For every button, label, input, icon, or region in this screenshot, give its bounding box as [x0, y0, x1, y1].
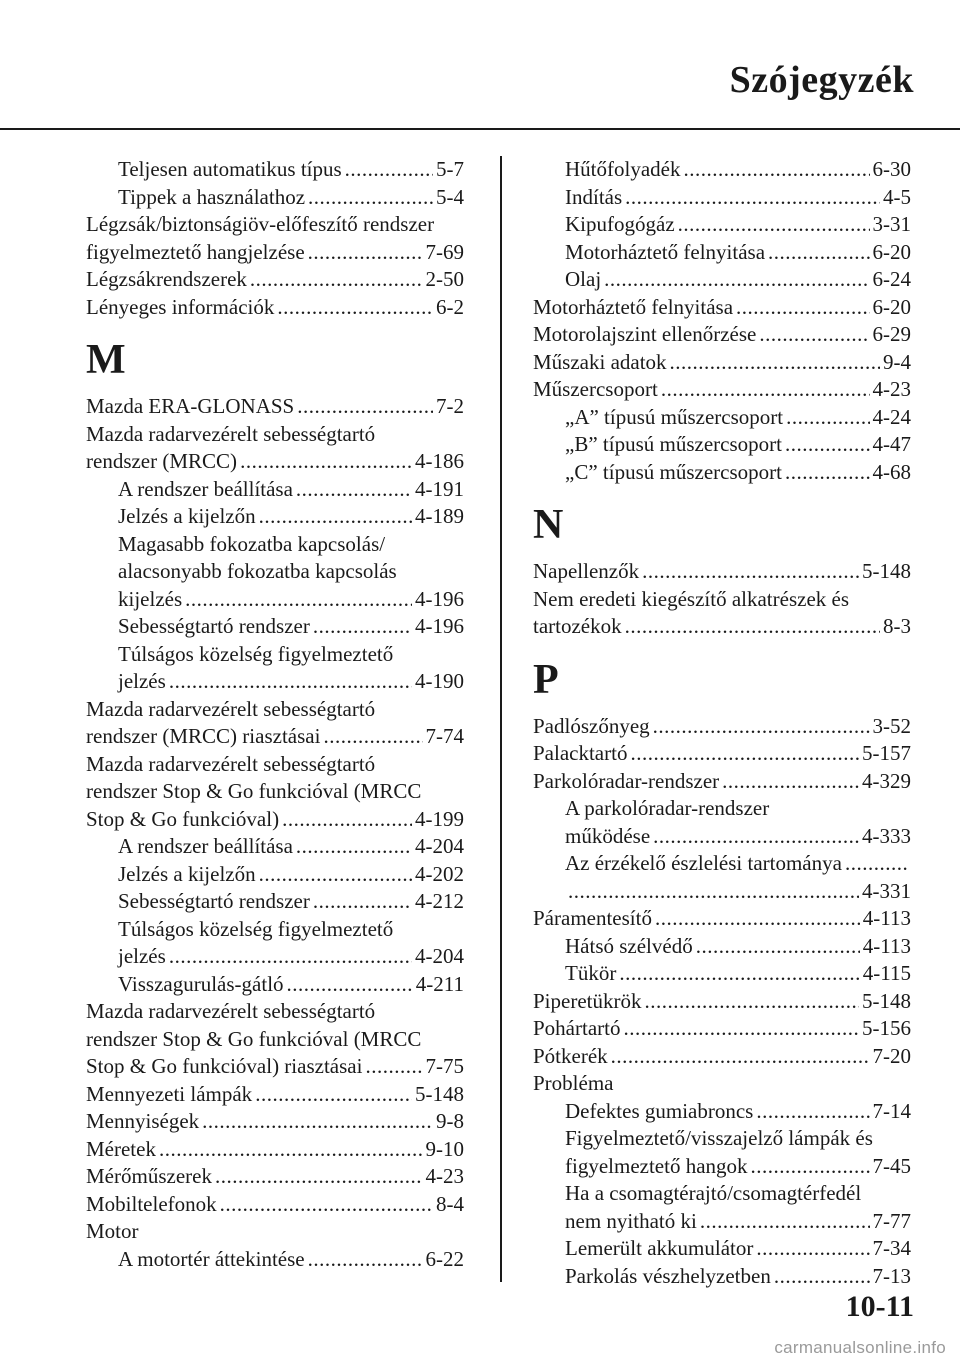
index-entry-term: figyelmeztető hangok — [565, 1153, 748, 1178]
index-section-letter: N — [533, 502, 564, 548]
index-entry-page: 7-75 — [425, 1054, 464, 1078]
index-entry — [86, 751, 464, 779]
index-entry-term: Páramentesítő — [533, 906, 652, 930]
index-entry — [86, 184, 464, 212]
index-entry-page: 7-77 — [872, 1208, 911, 1233]
index-entry-page: 2-50 — [425, 267, 464, 291]
index-entry — [533, 823, 911, 851]
index-entry-page: 4-113 — [862, 906, 911, 930]
index-entry — [533, 431, 911, 459]
dot-leader — [568, 878, 859, 906]
index-entry-term: A parkolóradar-rendszer — [565, 796, 770, 820]
index-entry-page: 7-14 — [872, 1098, 911, 1123]
dot-leader — [751, 1153, 870, 1181]
index-entry-term: rendszer Stop & Go funkcióval (MRCC — [86, 1026, 422, 1051]
index-entry-term: Padlószőnyeg — [533, 713, 650, 738]
index-entry-term: Indítás — [565, 184, 623, 209]
index-entry-page: 4-23 — [425, 1164, 464, 1188]
index-entry-page: 4-191 — [415, 476, 464, 501]
dot-leader — [630, 740, 859, 768]
index-entry — [86, 558, 464, 586]
dot-leader — [785, 431, 870, 459]
index-entry-page: 4-190 — [415, 669, 464, 693]
index-entry-term: Mennyiségek — [86, 1109, 200, 1133]
dot-leader — [700, 1208, 870, 1236]
index-entry — [86, 696, 464, 724]
index-entry-term: Műszercsoport — [533, 377, 658, 401]
dot-leader — [644, 988, 859, 1016]
dot-leader — [774, 1263, 870, 1291]
dot-leader — [313, 613, 412, 641]
index-entry — [86, 294, 464, 322]
index-entry-page: 5-148 — [862, 988, 911, 1013]
index-entry-page: 4-211 — [415, 971, 464, 996]
dot-leader — [282, 806, 412, 834]
index-entry-term: Jelzés a kijelzőn — [118, 504, 256, 528]
dot-leader — [768, 239, 869, 267]
index-entry-page: 6-30 — [872, 157, 911, 181]
index-entry — [533, 211, 911, 239]
index-entry — [533, 1098, 911, 1126]
index-section-letter: P — [533, 656, 559, 703]
index-entry — [533, 184, 911, 212]
index-entry — [86, 1246, 464, 1274]
index-entry — [533, 1235, 911, 1263]
dot-leader — [345, 156, 433, 184]
dot-leader — [297, 393, 433, 421]
dot-leader — [185, 586, 412, 614]
dot-leader — [678, 211, 870, 239]
index-entry-term: Mobiltelefonok — [86, 1191, 217, 1216]
index-entry-term: Mérőműszerek — [86, 1164, 212, 1188]
column-divider — [500, 156, 502, 1282]
dot-leader — [202, 1108, 433, 1136]
index-entry — [86, 971, 464, 999]
dot-leader — [250, 266, 423, 294]
dot-leader — [313, 888, 412, 916]
index-entry — [533, 1180, 911, 1208]
index-entry-page: 8-4 — [436, 1191, 464, 1216]
index-entry — [533, 1208, 911, 1236]
index-entry-term: Légzsákrendszerek — [86, 267, 247, 291]
dot-leader — [169, 668, 412, 696]
dot-leader — [240, 448, 412, 476]
index-entry — [533, 349, 911, 377]
page-number: 10-11 — [845, 1290, 914, 1323]
index-entry-page: 4-24 — [872, 404, 911, 429]
index-entry — [533, 613, 911, 641]
dot-leader — [642, 558, 859, 586]
index-entry-page: 9-4 — [883, 349, 911, 374]
index-entry — [86, 1108, 464, 1136]
index-entry-page: 4-199 — [415, 806, 464, 831]
index-entry-page: 4-113 — [862, 933, 911, 958]
index-entry — [86, 448, 464, 476]
index-entry-term: Mennyezeti lámpák — [86, 1081, 253, 1106]
index-entry — [533, 905, 911, 933]
dot-leader — [670, 349, 880, 377]
index-entry-page: 5-7 — [436, 157, 464, 181]
index-entry-term: „B” típusú műszercsoport — [565, 432, 782, 456]
index-entry-term: Napellenzők — [533, 559, 640, 583]
index-entry-page: 4-329 — [862, 768, 911, 793]
index-entry — [533, 586, 911, 614]
index-entry-page: 6-20 — [872, 239, 911, 264]
index-entry-term: Hátsó szélvédő — [565, 933, 693, 958]
dot-leader — [653, 823, 859, 851]
index-entry-page: 6-22 — [425, 1246, 464, 1271]
dot-leader — [653, 713, 870, 741]
dot-leader — [623, 1015, 859, 1043]
index-entry-page: 4-47 — [872, 432, 911, 456]
index-entry-term: A motortér áttekintése — [118, 1246, 305, 1271]
header-rule — [0, 128, 960, 130]
index-entry-term: Parkolóradar-rendszer — [533, 768, 720, 793]
index-entry-term: jelzés — [118, 669, 166, 693]
index-entry — [86, 1026, 464, 1054]
index-entry-term: tartozékok — [533, 614, 622, 638]
index-entry-page: 4-115 — [862, 961, 911, 985]
dot-leader — [308, 184, 433, 212]
index-entry-page: 6-20 — [872, 294, 911, 319]
index-entry — [533, 740, 911, 768]
index-entry-term: Magasabb fokozatba kapcsolás/ — [118, 531, 386, 556]
index-entry-page: 5-4 — [436, 184, 464, 209]
index-entry — [533, 960, 911, 988]
index-entry-term: Mazda radarvezérelt sebességtartó — [86, 421, 376, 446]
index-entry-page: 5-148 — [862, 559, 911, 583]
index-entry — [86, 476, 464, 504]
index-entry-page: 5-157 — [862, 741, 911, 765]
index-entry-page: 4-333 — [862, 823, 911, 848]
index-entry-term: Parkolás vészhelyzetben — [565, 1263, 771, 1288]
index-entry-term: alacsonyabb fokozatba kapcsolás — [118, 559, 397, 583]
index-entry-page: 7-74 — [425, 724, 464, 748]
index-entry-term: Méretek — [86, 1136, 156, 1161]
dot-leader — [655, 905, 860, 933]
index-entry-term: Motor — [86, 1219, 139, 1243]
index-entry-term: Sebességtartó rendszer — [118, 889, 310, 913]
index-entry-term: Pótkerék — [533, 1043, 608, 1068]
index-entry-term: Pohártartó — [533, 1016, 621, 1040]
dot-leader — [308, 1246, 423, 1274]
index-entry — [533, 1043, 911, 1071]
dot-leader — [611, 1043, 870, 1071]
index-entry-term: Visszagurulás-gátló — [118, 971, 284, 996]
index-entry — [86, 393, 464, 421]
index-entry-page: 4-196 — [415, 586, 464, 611]
dot-leader — [736, 294, 869, 322]
index-entry — [86, 1163, 464, 1191]
dot-leader — [625, 184, 880, 212]
index-entry — [86, 156, 464, 184]
index-entry — [533, 1153, 911, 1181]
index-entry-term: Mazda radarvezérelt sebességtartó — [86, 751, 376, 776]
index-entry — [86, 531, 464, 559]
index-entry-term: Túlságos közelség figyelmeztető — [118, 641, 394, 666]
index-entry — [533, 850, 911, 878]
dot-leader — [722, 768, 859, 796]
index-entry-term: működése — [565, 823, 651, 848]
index-entry — [86, 668, 464, 696]
dot-leader — [255, 1081, 412, 1109]
dot-leader — [259, 503, 412, 531]
dot-leader — [683, 156, 869, 184]
index-entry — [533, 1263, 911, 1291]
index-entry-term: figyelmeztető hangjelzése — [86, 239, 305, 264]
index-entry-term: Defektes gumiabroncs — [565, 1098, 754, 1123]
index-entry — [86, 211, 464, 239]
index-entry-term: Kipufogógáz — [565, 212, 675, 236]
index-entry-term: kijelzés — [118, 586, 183, 611]
index-entry-page: 6-29 — [872, 322, 911, 346]
index-entry-term: A rendszer beállítása — [118, 834, 293, 858]
dot-leader — [215, 1163, 423, 1191]
index-entry — [533, 266, 911, 294]
index-entry-page: 7-13 — [872, 1263, 911, 1288]
index-entry-term: Probléma — [533, 1071, 614, 1095]
index-entry-term: Tükör — [565, 961, 617, 985]
index-entry-page: 4-189 — [415, 504, 464, 528]
index-entry-page: 4-68 — [872, 459, 911, 484]
index-entry-term: Teljesen automatikus típus — [118, 157, 342, 181]
dot-leader — [756, 1235, 869, 1263]
index-entry-page: 5-156 — [862, 1016, 911, 1040]
dot-leader — [365, 1053, 422, 1081]
dot-leader — [785, 459, 870, 487]
index-entry — [533, 713, 911, 741]
index-entry-page: 4-186 — [415, 449, 464, 473]
index-entry-term: Figyelmeztető/visszajelző lámpák és — [565, 1126, 873, 1150]
index-entry-term: Lényeges információk — [86, 294, 275, 319]
index-column-right — [533, 156, 911, 1290]
index-entry-term: Az érzékelő észlelési tartománya — [565, 851, 842, 875]
index-entry-page: 6-2 — [436, 294, 464, 319]
index-entry — [86, 613, 464, 641]
index-entry-term: Nem eredeti kiegészítő alkatrészek és — [533, 586, 850, 611]
watermark: carmanualsonline.info — [774, 1338, 946, 1357]
index-entry — [86, 861, 464, 889]
index-entry-term: Túlságos közelség figyelmeztető — [118, 916, 394, 941]
index-entry — [533, 1015, 911, 1043]
index-entry — [533, 988, 911, 1016]
index-entry-term: Lemerült akkumulátor — [565, 1236, 754, 1260]
index-entry-page: 9-8 — [436, 1109, 464, 1133]
index-entry — [86, 586, 464, 614]
index-entry-page: 7-69 — [425, 239, 464, 264]
index-entry-page: 4-204 — [415, 834, 464, 858]
index-entry-term: A rendszer beállítása — [118, 476, 293, 501]
dot-leader — [296, 833, 412, 861]
index-entry-page: 8-3 — [883, 614, 911, 638]
dot-leader — [696, 933, 860, 961]
index-entry-term: Tippek a használathoz — [118, 184, 306, 209]
index-entry-term: Olaj — [565, 267, 602, 291]
dot-leader — [759, 321, 869, 349]
index-column-left — [86, 156, 464, 1273]
dot-leader — [169, 943, 412, 971]
index-entry-term: Stop & Go funkcióval) riasztásai — [86, 1054, 363, 1078]
index-entry-term: Műszaki adatok — [533, 349, 667, 374]
dot-leader — [277, 294, 433, 322]
index-entry-page: 3-31 — [872, 212, 911, 236]
index-entry-page: 4-331 — [862, 878, 911, 903]
index-entry — [86, 1136, 464, 1164]
index-entry-term: rendszer (MRCC) riasztásai — [86, 724, 321, 748]
page-header-title: Szójegyzék — [729, 59, 914, 101]
index-entry — [533, 1125, 911, 1153]
index-entry — [86, 641, 464, 669]
dot-leader — [625, 613, 880, 641]
dot-leader — [159, 1136, 423, 1164]
index-entry — [86, 503, 464, 531]
index-entry-term: Motorháztető felnyitása — [565, 239, 766, 264]
index-entry — [86, 833, 464, 861]
index-entry — [533, 558, 911, 586]
index-entry-term: jelzés — [118, 944, 166, 968]
index-entry-term: Stop & Go funkcióval) — [86, 806, 280, 831]
index-entry-term: Ha a csomagtérajtó/csomagtérfedél — [565, 1181, 862, 1205]
index-entry-term: Piperetükrök — [533, 988, 642, 1013]
index-entry — [533, 933, 911, 961]
index-entry-term: rendszer Stop & Go funkcióval (MRCC — [86, 779, 422, 803]
index-entry-term: Motorháztető felnyitása — [533, 294, 734, 319]
index-entry-page: 7-45 — [872, 1153, 911, 1178]
index-entry — [533, 321, 911, 349]
index-entry — [533, 1070, 911, 1098]
index-entry — [86, 916, 464, 944]
index-entry-term: nem nyitható ki — [565, 1208, 697, 1233]
index-entry — [86, 1218, 464, 1246]
index-entry-term: Mazda radarvezérelt sebességtartó — [86, 696, 376, 721]
index-entry-page: 7-2 — [436, 394, 464, 418]
dot-leader — [259, 861, 412, 889]
index-entry-page: 4-5 — [883, 184, 911, 209]
index-entry — [86, 1191, 464, 1219]
index-entry-page: 4-204 — [415, 944, 464, 968]
index-entry — [86, 239, 464, 267]
index-entry — [86, 888, 464, 916]
index-entry-term: „C” típusú műszercsoport — [565, 459, 782, 484]
index-entry — [533, 878, 911, 906]
dot-leader — [845, 850, 908, 878]
index-entry-term: rendszer (MRCC) — [86, 449, 238, 473]
index-entry — [533, 768, 911, 796]
index-entry — [533, 156, 911, 184]
index-entry-term: „A” típusú műszercsoport — [565, 404, 784, 429]
dot-leader — [287, 971, 413, 999]
index-entry — [86, 806, 464, 834]
index-entry-page: 5-148 — [415, 1081, 464, 1106]
index-entry — [86, 723, 464, 751]
dot-leader — [308, 239, 423, 267]
index-entry — [533, 239, 911, 267]
index-entry-page: 7-34 — [872, 1236, 911, 1260]
index-entry-term: Palacktartó — [533, 741, 628, 765]
dot-leader — [786, 404, 869, 432]
index-entry — [86, 943, 464, 971]
index-entry — [86, 778, 464, 806]
index-entry — [86, 998, 464, 1026]
dot-leader — [220, 1191, 433, 1219]
index-entry-term: Mazda radarvezérelt sebességtartó — [86, 999, 376, 1023]
index-entry-page: 4-196 — [415, 614, 464, 638]
dot-leader — [619, 960, 859, 988]
index-entry-term: Motorolajszint ellenőrzése — [533, 322, 757, 346]
index-entry-page: 4-23 — [872, 377, 911, 401]
index-entry-page: 6-24 — [872, 267, 911, 291]
dot-leader — [296, 476, 412, 504]
index-entry-page: 3-52 — [872, 713, 911, 738]
index-entry-term: Hűtőfolyadék — [565, 157, 681, 181]
index-entry-term: Jelzés a kijelzőn — [118, 861, 256, 886]
index-entry-page: 7-20 — [872, 1043, 911, 1068]
index-section-letter: M — [86, 337, 126, 383]
index-entry-page: 4-212 — [415, 889, 464, 913]
dot-leader — [661, 376, 870, 404]
index-entry — [86, 1053, 464, 1081]
dot-leader — [756, 1098, 869, 1126]
index-entry — [533, 376, 911, 404]
index-entry — [86, 266, 464, 294]
index-entry — [533, 459, 911, 487]
index-entry — [86, 1081, 464, 1109]
index-entry-term: Sebességtartó rendszer — [118, 614, 310, 638]
index-entry-term: Légzsák/biztonságiöv-előfeszítő rendszer — [86, 212, 435, 236]
index-entry — [533, 404, 911, 432]
index-entry-page: 4-202 — [415, 861, 464, 886]
index-entry — [533, 294, 911, 322]
index-entry — [86, 421, 464, 449]
dot-leader — [604, 266, 869, 294]
dot-leader — [323, 723, 422, 751]
index-entry-page: 9-10 — [425, 1136, 464, 1161]
index-entry-term: Mazda ERA-GLONASS — [86, 394, 295, 418]
index-entry — [533, 795, 911, 823]
